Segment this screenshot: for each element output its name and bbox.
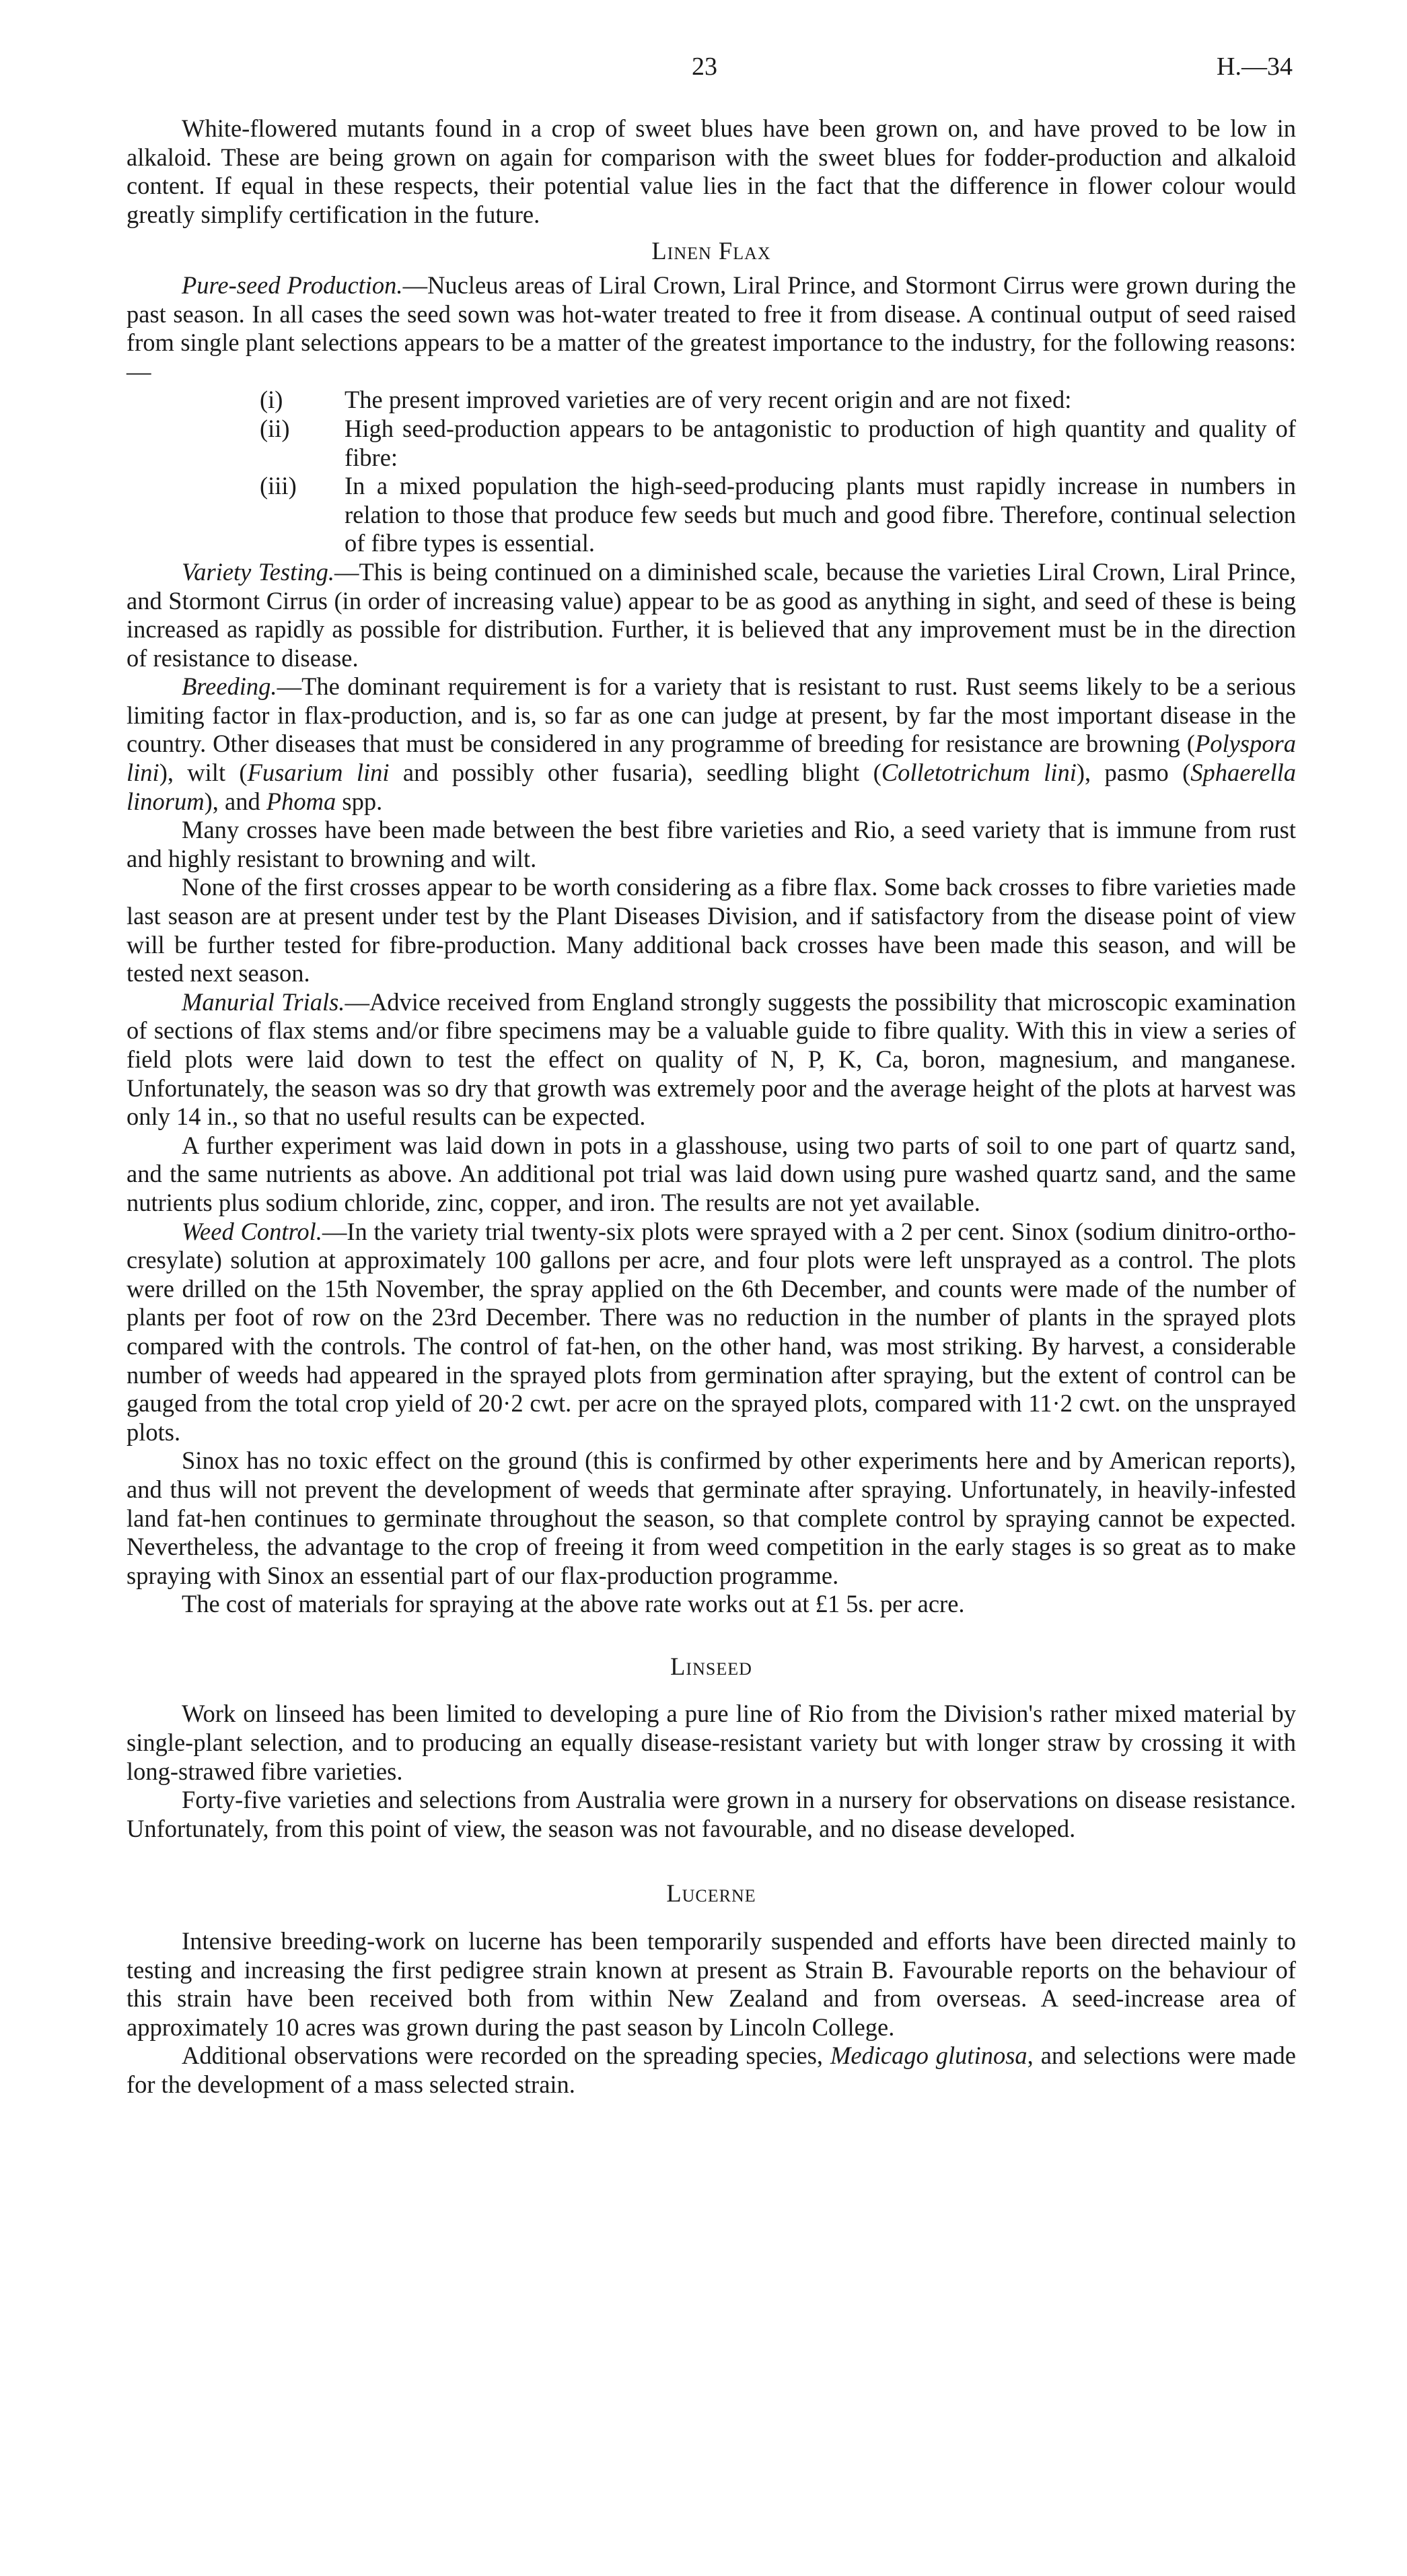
breeding-text: ), and	[204, 787, 266, 815]
further-experiment-paragraph: A further experiment was laid down in pots in a glasshouse, using two parts of soil to one part of quartz sand, and the same nutrients as above. An additional pot trial was laid down using pure washed quartz sand, and the same nutrients plus sodium chloride, zinc, copper, and iron. The results are not yet available.	[127, 1131, 1296, 1216]
reason-number: (ii)	[260, 414, 290, 442]
reason-item	[127, 415, 1296, 472]
reason-text: In a mixed population the high-seed-producing plants must rapidly increase in numbers in relation to those that produce few seeds but much and good fibre. Therefore, continual selection of fibre types is essential.	[345, 472, 1296, 557]
reason-number: (iii)	[260, 472, 297, 500]
section-heading-lucerne: Lucerne	[666, 1879, 756, 1908]
reason-item	[127, 472, 1296, 558]
lucerne-text: , and selections were made for the development of a mass selected strain.	[127, 2042, 1296, 2098]
breeding-text: —The dominant requirement is for a variety that is resistant to rust. Rust seems likely to be a serious limiting factor in flax-production, and is, so far as one can judge at present, by far the most important disease in the country. Other diseases that must be considered in any programme of breeding for resistance are browning (	[127, 672, 1296, 758]
manurial-trials-title: Manurial Trials.	[182, 987, 345, 1016]
sinox-paragraph: Sinox has no toxic effect on the ground (this is confirmed by other experiments here and by American reports), and thus will not prevent the development of weeds that germinate after spraying. Unfortunately, in heavily-infested land fat-hen continues to germinate throughout the season, so that complete control by spraying cannot be expected. Nevertheless, the advantage to the crop of freeing it from weed competition in the early stages is so great as to make spraying with Sinox an essential part of our flax-production programme.	[127, 1447, 1296, 1589]
species-name: Colletotrichum lini	[881, 759, 1077, 787]
linseed-paragraph: Work on linseed has been limited to developing a pure line of Rio from the Division's rather mixed material by single-plant selection, and to producing an equally disease-resistant variety but with longer straw by crossing it with long-strawed fibre varieties.	[127, 1700, 1296, 1785]
intro-paragraph: White-flowered mutants found in a crop of sweet blues have been grown on, and have proved to be low in alkaloid. These are being grown on again for comparison with the sweet blues for fodder-production and alkaloid content. If equal in these respects, their potential value lies in the fact that the difference in flower colour would greatly simplify certification in the future.	[127, 114, 1296, 228]
species-name: Sphaerella linorum	[127, 759, 1297, 815]
manurial-trials-text: —Advice received from England strongly suggests the possibility that microscopic examination of sections of flax stems and/or fibre specimens may be a valuable guide to fibre quality. With this in view a series of field plots were laid down to test the effect on quality of N, P, K, Ca, boron, magnesium, and manganese. Unfortunately, the season was so dry that growth was extremely poor and the average height of the plots at harvest was only 14 in., so that no useful results can be expected.	[127, 987, 1296, 1131]
weed-control-text: —In the variety trial twenty-six plots were sprayed with a 2 per cent. Sinox (sodium dinitro-ortho-cresylate) solution at approximately 100 gallons per acre, and four plots were left unsprayed as a control. The plots were drilled on the 15th November, the spray applied on the 6th December, and counts were made of the number of plants per foot of row on the 23rd December. There was no reduction in the number of plants in the sprayed plots compared with the controls. The control of fat-hen, on the other hand, was most striking. By harvest, a considerable number of weeds had appeared in the sprayed plots from germination after spraying, but the extent of control can be gauged from the total crop yield of 20·2 cwt. per acre on the sprayed plots, compared with 11·2 cwt. on the unsprayed plots.	[127, 1217, 1296, 1446]
reason-text: The present improved varieties are of very recent origin and are not fixed:	[345, 386, 1072, 414]
text-column	[127, 114, 1296, 2099]
breeding-text: ), wilt (	[159, 759, 248, 787]
reason-text: High seed-production appears to be antagonistic to production of high quantity and quality of fibre:	[345, 414, 1296, 471]
linseed-paragraph: Forty-five varieties and selections from Australia were grown in a nursery for observations on disease resistance. Unfortunately, from this point of view, the season was not favourable, and no disease developed.	[127, 1786, 1296, 1842]
page-number: 23	[692, 53, 717, 81]
reason-item	[127, 386, 1296, 415]
lucerne-paragraph: Intensive breeding-work on lucerne has been temporarily suspended and efforts have been directed mainly to testing and increasing the first pedigree strain known at present as Strain B. Favourable reports on the behaviour of this strain have been received both from within New Zealand and from overseas. A seed-increase area of approximately 10 acres was grown during the past season by Lincoln College.	[127, 1927, 1296, 2041]
breeding-text: ), pasmo (	[1076, 759, 1191, 787]
breeding-paragraph	[127, 672, 1296, 816]
section-heading-linen-flax: Linen Flax	[651, 237, 771, 265]
breeding-text: and possibly other fusaria), seedling blight (	[389, 759, 881, 787]
weed-control-paragraph	[127, 1218, 1296, 1447]
variety-testing-title: Variety Testing.	[182, 557, 334, 586]
breeding-title: Breeding.	[182, 672, 277, 701]
species-name: Phoma	[266, 787, 336, 815]
breeding-text: spp.	[336, 787, 383, 815]
manurial-trials-paragraph	[127, 988, 1296, 1132]
lucerne-text: Additional observations were recorded on the spreading species,	[182, 2042, 830, 2070]
variety-testing-text: —This is being continued on a diminished scale, because the varieties Liral Crown, Liral Prince, and Stormont Cirrus (in order of increasing value) appear to be as good as anything in sight, and seed of these is being increased as rapidly as possible for distribution. Further, it is believed that any improvement must be in the direction of resistance to disease.	[127, 557, 1296, 672]
species-name: Medicago glutinosa	[830, 2042, 1027, 2070]
crosses-paragraph: Many crosses have been made between the best fibre varieties and Rio, a seed variety that is immune from rust and highly resistant to browning and wilt.	[127, 816, 1296, 872]
species-name: Fusarium lini	[247, 759, 390, 787]
document-reference: H.—34	[1217, 53, 1293, 81]
pure-seed-text: —Nucleus areas of Liral Crown, Liral Prince, and Stormont Cirrus were grown during the past season. In all cases the seed sown was hot-water treated to free it from disease. A continual output of seed raised from single plant selections appears to be a matter of the greatest importance to the industry, for the following reasons:—	[127, 271, 1296, 385]
variety-testing-paragraph	[127, 558, 1296, 672]
section-heading-linseed: Linseed	[670, 1652, 752, 1680]
lucerne-paragraph	[127, 2042, 1296, 2099]
species-name: Polyspora lini	[127, 730, 1296, 787]
cost-paragraph: The cost of materials for spraying at the above rate works out at £1 5s. per acre.	[182, 1590, 965, 1618]
first-crosses-paragraph: None of the first crosses appear to be worth considering as a fibre flax. Some back crosses to fibre varieties made last season are at present under test by the Plant Diseases Division, and if satisfactory from the disease point of view will be further tested for fibre-production. Many additional back crosses have been made this season, and will be tested next season.	[127, 873, 1296, 987]
reason-number: (i)	[260, 386, 283, 414]
pure-seed-title: Pure-seed Production.	[182, 271, 403, 299]
weed-control-title: Weed Control.	[182, 1217, 322, 1245]
pure-seed-paragraph	[127, 271, 1296, 386]
